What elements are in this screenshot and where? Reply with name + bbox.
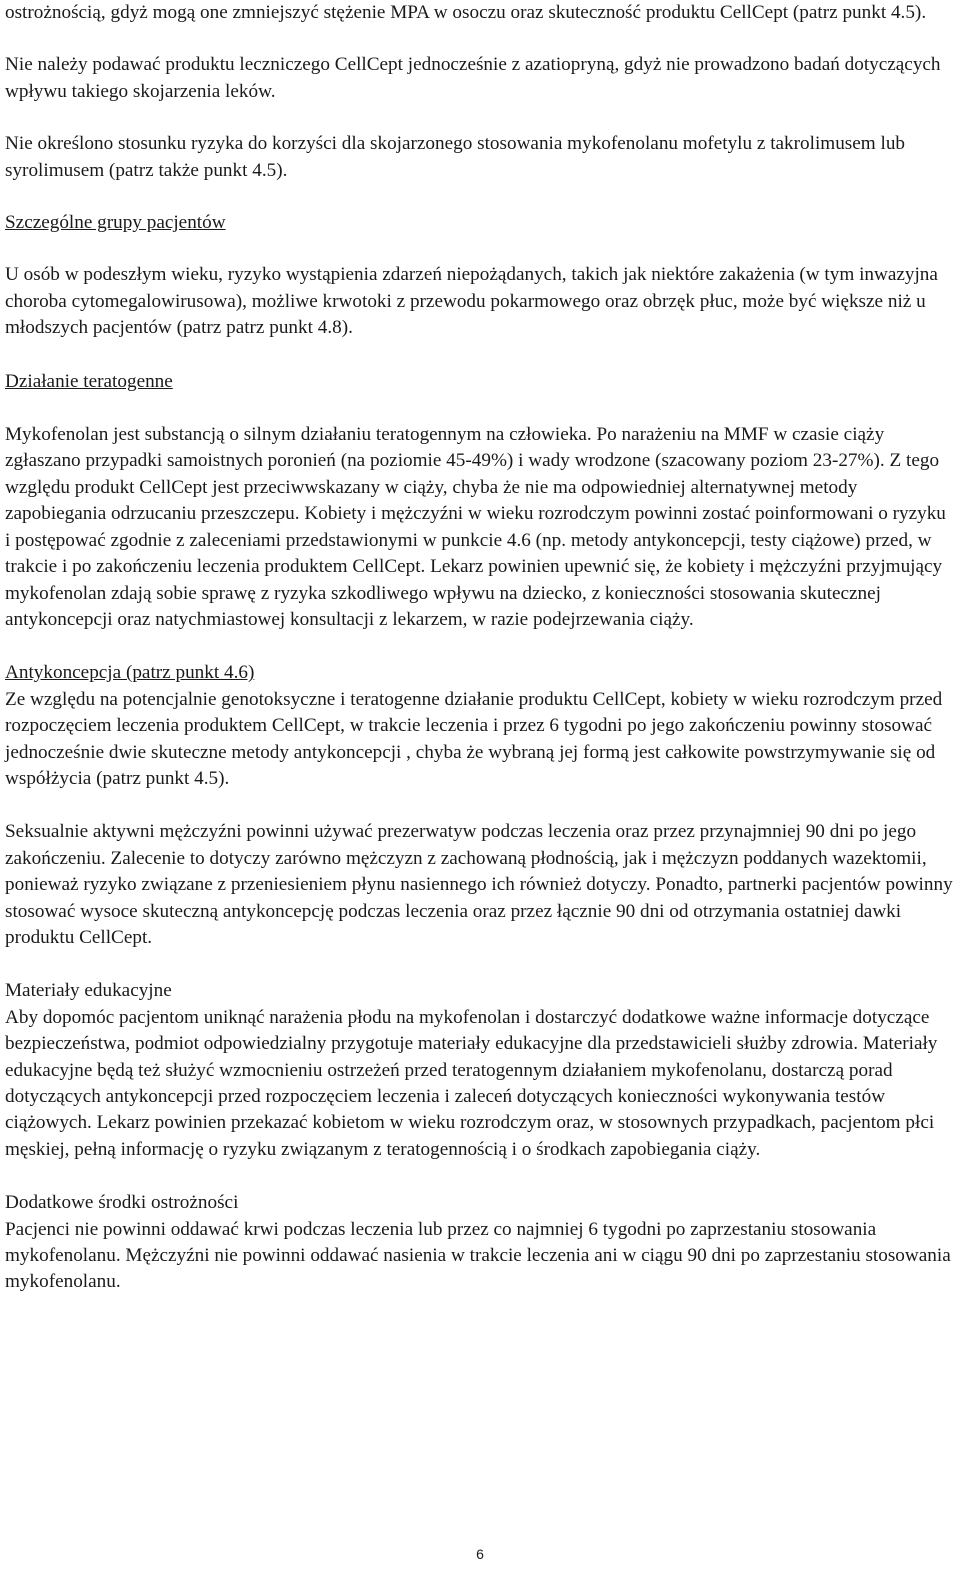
paragraph-educational-materials: Aby dopomóc pacjentom uniknąć narażenia płodu na mykofenolan i dostarczyć dodatkowe ważne informacje dotyczące bezpieczeństwa, podmiot odpowiedzialny przygotuje materiały edukacyjne dla przedstawicieli służby zdrowia. Materiały edukacyjne będą też służyć wzmocnieniu ostrzeżeń przed teratogennym działaniem mykofenolanu, dostarczą porad dotyczących antykoncepcji przed rozpoczęciem leczenia i zaleceń dotyczących konieczności wykonywania testów ciążowych. Lekarz powinien przekazać kobietom w wieku rozrodczym oraz, w stosownych przypadkach, pacjentom płci męskiej, pełną informację o ryzyku związanym z teratogennością i o środkach zapobiegania ciąży. [5, 1006, 938, 1160]
document-page [5, 0, 955, 1296]
heading-contraception: Antykoncepcja (patrz punkt 4.6) [5, 662, 255, 684]
heading-additional-precautions: Dodatkowe środki ostrożności [5, 1192, 239, 1214]
paragraph-contraception-women: Ze względu na potencjalnie genotoksyczne i teratogenne działanie produktu CellCept, kobiety w wieku rozrodczym przed rozpoczęciem leczenia produktem CellCept, w trakcie leczenia i przez 6 tygodni po jego zakończeniu powinny stosować jednocześnie dwie skuteczne metody antykoncepcji , chyba że wybraną jej formą jest całkowite powstrzymywanie się od współżycia (patrz punkt 4.5). [5, 688, 943, 789]
paragraph-tacrolimus: Nie określono stosunku ryzyka do korzyści dla skojarzonego stosowania mykofenolanu mofetylu z takrolimusem lub syrolimusem (patrz także punkt 4.5). [5, 133, 906, 181]
heading-teratogenic: Działanie teratogenne [5, 370, 173, 392]
paragraph-teratogenic: Mykofenolan jest substancją o silnym działaniu teratogennym na człowieka. Po narażeniu na MMF w czasie ciąży zgłaszano przypadki samoistnych poronień (na poziomie 45-49%) i wady wrodzone (szacowany poziom 23-27%). Z tego względu produkt CellCept jest przeciwwskazany w ciąży, chyba że nie ma odpowiedniej alternatywnej metody zapobiegania odrzucaniu przeszczepu. Kobiety i mężczyźni w wieku rozrodczym powinni zostać poinformowani o ryzyku i postępować zgodnie z zaleceniami przedstawionymi w punkcie 4.6 (np. metody antykoncepcji, testy ciążowe) przed, w trakcie i po zakończeniu leczenia produktem CellCept. Lekarz powinien upewnić się, że kobiety i mężczyźni przyjmujący mykofenolan zdają sobie sprawę z ryzyka szkodliwego wpływu na dziecko, z konieczności stosowania skutecznej antykoncepcji oraz natychmiastowej konsultacji z lekarzem, w razie podejrzewania ciąży. [5, 424, 946, 630]
paragraph-continuation: ostrożnością, gdyż mogą one zmniejszyć stężenie MPA w osoczu oraz skuteczność produktu CellCept (patrz punkt 4.5). [5, 2, 927, 23]
heading-educational-materials: Materiały edukacyjne [5, 980, 172, 1002]
heading-special-groups: Szczególne grupy pacjentów [5, 212, 226, 234]
paragraph-contraception-men: Seksualnie aktywni mężczyźni powinni używać prezerwatyw podczas leczenia oraz przez przynajmniej 90 dni po jego zakończeniu. Zalecenie to dotyczy zarówno mężczyzn z zachowaną płodnością, jak i mężczyzn poddanych wazektomii, ponieważ ryzyko związane z przeniesieniem płynu nasiennego ich również dotyczy. Ponadto, partnerki pacjentów powinny stosować wysoce skuteczną antykoncepcję podczas leczenia oraz przez łącznie 90 dni od otrzymania ostatniej dawki produktu CellCept. [5, 821, 953, 948]
paragraph-azathioprine: Nie należy podawać produktu leczniczego CellCept jednocześnie z azatiopryną, gdyż nie prowadzono badań dotyczących wpływu takiego skojarzenia leków. [5, 54, 941, 102]
paragraph-additional-precautions: Pacjenci nie powinni oddawać krwi podczas leczenia lub przez co najmniej 6 tygodni po zaprzestaniu stosowania mykofenolanu. Mężczyźni nie powinni oddawać nasienia w trakcie leczenia ani w ciągu 90 dni po zaprzestaniu stosowania mykofenolanu. [5, 1218, 951, 1293]
page-number: 6 [476, 1546, 484, 1562]
paragraph-elderly: U osób w podeszłym wieku, ryzyko wystąpienia zdarzeń niepożądanych, takich jak niektóre zakażenia (w tym inwazyjna choroba cytomegalowirusowa), możliwe krwotoki z przewodu pokarmowego oraz obrzęk płuc, może być większe niż u młodszych pacjentów (patrz patrz punkt 4.8). [5, 264, 938, 339]
